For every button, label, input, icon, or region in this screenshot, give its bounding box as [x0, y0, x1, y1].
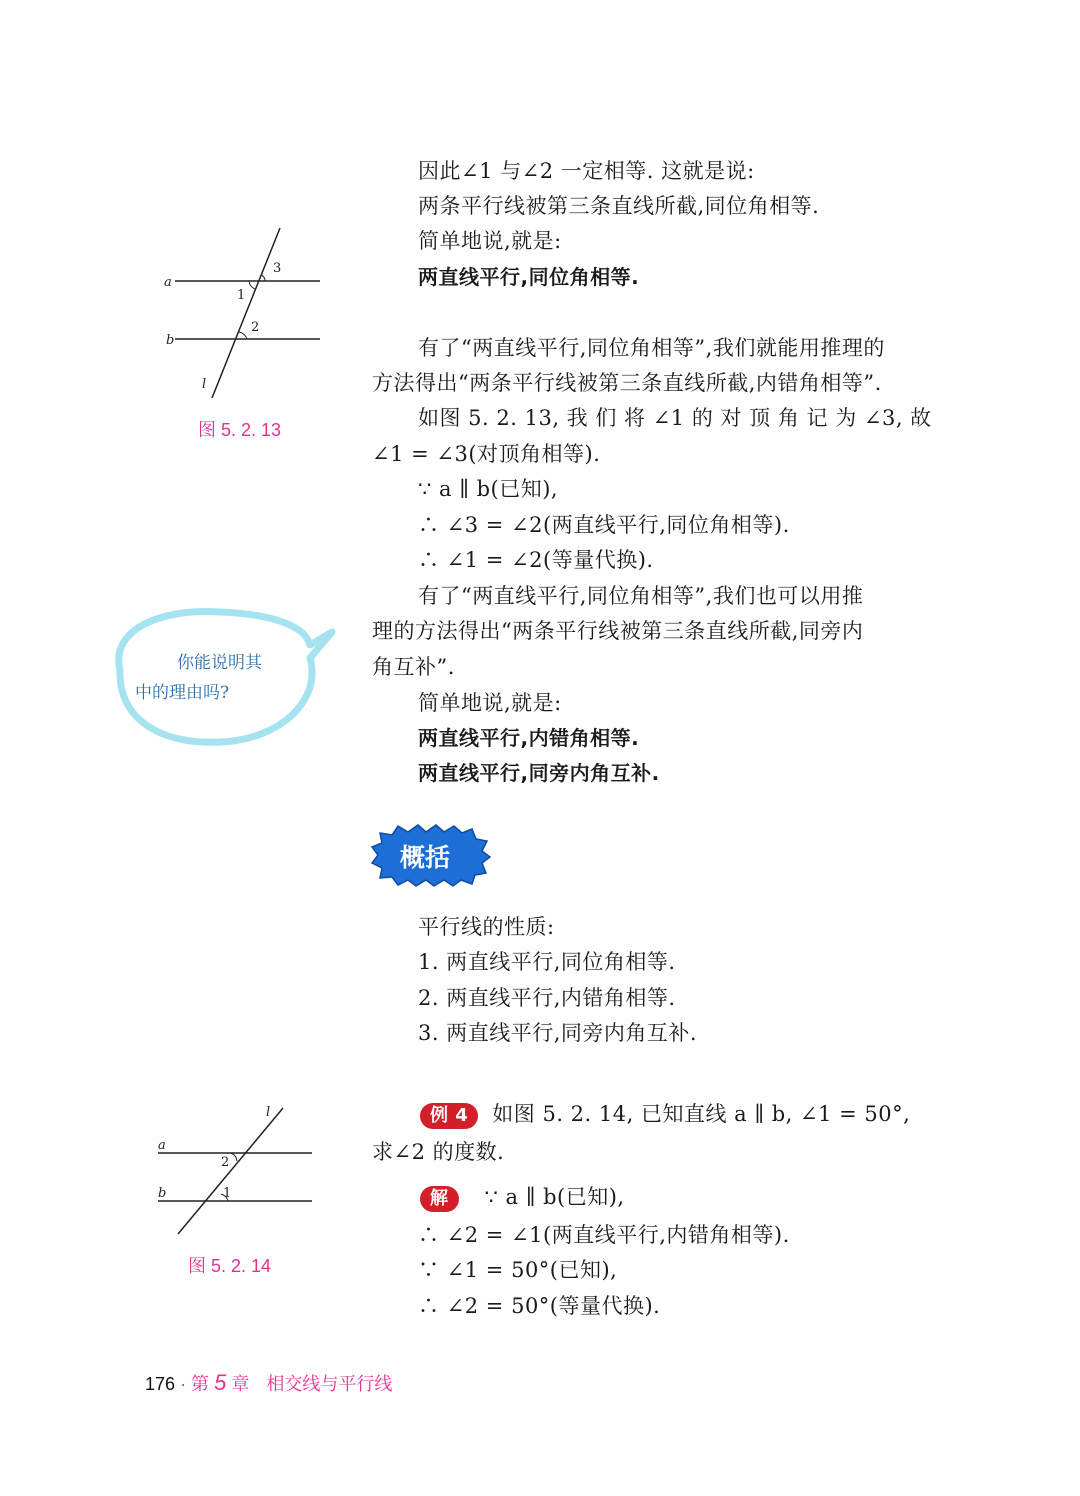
- summary-intro: 平行线的性质:: [418, 915, 555, 939]
- chapter-number: 5: [214, 1370, 227, 1395]
- summary-item: 1. 两直线平行,同位角相等.: [418, 950, 676, 974]
- angle-arc-1: [249, 281, 255, 289]
- summary-item: 2. 两直线平行,内错角相等.: [418, 986, 676, 1010]
- label-b: b: [158, 1186, 167, 1201]
- solution-badge: 解: [420, 1186, 459, 1212]
- angle-arc-2: [239, 332, 247, 339]
- label-angle2: 2: [221, 1155, 230, 1170]
- figure-caption-5-2-13: 图 5. 2. 13: [198, 420, 282, 440]
- solution-line: ∵ ∠1 = 50°(已知),: [418, 1258, 618, 1282]
- text-line: 方法得出“两条平行线被第三条直线所截,内错角相等”.: [372, 371, 882, 395]
- text-line: ∠1 = ∠3(对顶角相等).: [372, 442, 601, 466]
- label-l: l: [266, 1105, 271, 1120]
- text-line: 角互补”.: [372, 655, 455, 679]
- page-number: 176: [145, 1374, 176, 1394]
- figure-5-2-13: [150, 220, 340, 405]
- text-line: 简单地说,就是:: [418, 691, 562, 715]
- chapter-prefix: · 第: [180, 1374, 210, 1394]
- example-line: [420, 1097, 960, 1132]
- example-line: 求∠2 的度数.: [372, 1140, 505, 1164]
- conclusion-line: 两直线平行,同位角相等.: [418, 265, 640, 289]
- figure-caption-5-2-14: 图 5. 2. 14: [188, 1256, 272, 1276]
- chapter-suffix: 章: [231, 1374, 250, 1394]
- angle-arc-2: [231, 1153, 237, 1161]
- figure-5-2-14: [150, 1100, 330, 1245]
- label-l: l: [202, 377, 207, 392]
- line-l: [212, 228, 280, 398]
- chapter-title: 相交线与平行线: [266, 1374, 393, 1394]
- proof-line: ∵ a ∥ b(已知),: [418, 477, 559, 501]
- conclusion-line: 两直线平行,内错角相等.: [418, 726, 640, 750]
- label-b: b: [166, 333, 175, 348]
- solution-line: ∴ ∠2 = ∠1(两直线平行,内错角相等).: [418, 1223, 790, 1247]
- proof-line: ∴ ∠3 = ∠2(两直线平行,同位角相等).: [418, 513, 790, 537]
- solution-line: ∴ ∠2 = 50°(等量代换).: [418, 1294, 661, 1318]
- text-line: 有了“两直线平行,同位角相等”,我们就能用推理的: [418, 336, 885, 360]
- proof-line: ∴ ∠1 = ∠2(等量代换).: [418, 548, 654, 572]
- line-l: [178, 1108, 283, 1234]
- example-text: 如图 5. 2. 14, 已知直线 a ∥ b, ∠1 = 50°,: [492, 1102, 911, 1126]
- text-line: 如图 5. 2. 13, 我 们 将 ∠1 的 对 顶 角 记 为 ∠3, 故: [418, 406, 932, 430]
- solution-text: ∵ a ∥ b(已知),: [484, 1185, 625, 1209]
- text-line: 理的方法得出“两条平行线被第三条直线所截,同旁内: [372, 619, 864, 643]
- text-line: 有了“两直线平行,同位角相等”,我们也可以用推: [418, 584, 864, 608]
- example-badge: 例 4: [420, 1103, 478, 1129]
- label-a: a: [164, 275, 172, 290]
- summary-badge: 概括: [400, 843, 451, 872]
- text-line: 简单地说,就是:: [418, 229, 562, 253]
- bubble-line-1: 你能说明其: [177, 653, 262, 673]
- summary-item: 3. 两直线平行,同旁内角互补.: [418, 1021, 698, 1045]
- bubble-line-2: 中的理由吗?: [135, 683, 230, 703]
- label-angle1: 1: [237, 288, 246, 303]
- text-line: 两条平行线被第三条直线所截,同位角相等.: [418, 194, 820, 218]
- label-angle2: 2: [251, 320, 260, 335]
- conclusion-line: 两直线平行,同旁内角互补.: [418, 761, 660, 785]
- page-footer: [145, 1370, 392, 1396]
- solution-line: [420, 1180, 990, 1215]
- label-angle3: 3: [273, 261, 282, 276]
- label-a: a: [158, 1138, 166, 1153]
- text-line: 因此∠1 与∠2 一定相等. 这就是说:: [418, 159, 755, 183]
- label-angle1: 1: [223, 1186, 232, 1201]
